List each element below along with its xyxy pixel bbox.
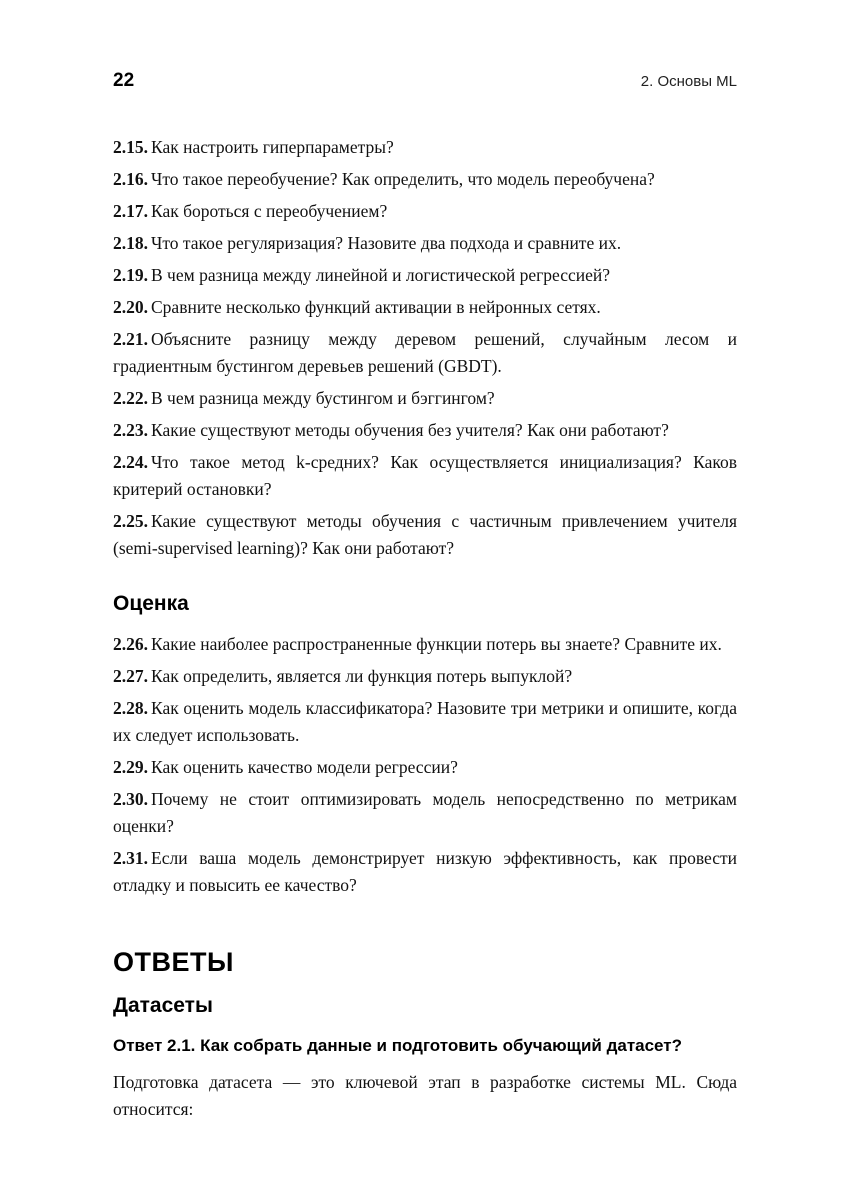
chapter-running-title: 2. Основы ML [640, 73, 737, 90]
question-item [113, 631, 737, 658]
question-item [113, 845, 737, 899]
question-text: Как оценить качество модели регрессии? [151, 757, 458, 777]
question-item [113, 294, 737, 321]
question-text: Какие наиболее распространенные функции потерь вы знаете? Сравните их. [151, 634, 722, 654]
question-number: 2.31. [113, 848, 148, 868]
page-number: 22 [113, 70, 135, 91]
question-item [113, 262, 737, 289]
question-number: 2.27. [113, 666, 148, 686]
answer-intro-paragraph: Подготовка датасета — это ключевой этап в разработке системы ML. Сюда относится: [113, 1072, 737, 1119]
question-text: Что такое регуляризация? Назовите два подхода и сравните их. [151, 233, 622, 253]
question-number: 2.29. [113, 757, 148, 777]
question-number: 2.30. [113, 789, 148, 809]
question-text: Если ваша модель демонстрирует низкую эффективность, как провести отладку и повысить ее качество? [113, 848, 737, 895]
question-text: Что такое метод k-средних? Как осуществляется инициализация? Каков критерий остановки? [113, 452, 737, 499]
question-text: Почему не стоит оптимизировать модель непосредственно по метрикам оценки? [113, 789, 737, 836]
question-item [113, 508, 737, 562]
running-head [113, 70, 737, 92]
question-number: 2.17. [113, 201, 148, 221]
question-number: 2.21. [113, 329, 148, 349]
question-number: 2.24. [113, 452, 148, 472]
question-text: Какие существуют методы обучения без учителя? Как они работают? [151, 420, 669, 440]
question-item [113, 695, 737, 749]
question-text: Что такое переобучение? Как определить, что модель переобучена? [151, 169, 655, 189]
question-item [113, 134, 737, 161]
question-number: 2.28. [113, 698, 148, 718]
section-title-evaluation: Оценка [113, 592, 189, 615]
question-item [113, 230, 737, 257]
subsection-title-datasets: Датасеты [113, 994, 213, 1017]
question-item [113, 663, 737, 690]
question-item [113, 449, 737, 503]
question-item [113, 326, 737, 380]
question-item [113, 385, 737, 412]
question-text: В чем разница между бустингом и бэггингом? [151, 388, 495, 408]
answer-heading-2-1: Ответ 2.1. Как собрать данные и подготовить обучающий датасет? [113, 1036, 683, 1055]
question-text: Как настроить гиперпараметры? [151, 137, 394, 157]
question-number: 2.26. [113, 634, 148, 654]
answers-section-title: ОТВЕТЫ [113, 947, 234, 977]
questions-list-evaluation [113, 631, 737, 899]
question-number: 2.20. [113, 297, 148, 317]
question-item [113, 754, 737, 781]
question-text: Какие существуют методы обучения с частичным привлечением учителя (semi-supervised learning)? Как они работают? [113, 511, 737, 558]
question-item [113, 417, 737, 444]
question-text: Сравните несколько функций активации в нейронных сетях. [151, 297, 601, 317]
question-item [113, 198, 737, 225]
question-number: 2.19. [113, 265, 148, 285]
question-number: 2.16. [113, 169, 148, 189]
question-number: 2.18. [113, 233, 148, 253]
question-number: 2.25. [113, 511, 148, 531]
question-item [113, 166, 737, 193]
question-item [113, 786, 737, 840]
question-text: Как бороться с переобучением? [151, 201, 388, 221]
question-number: 2.15. [113, 137, 148, 157]
question-number: 2.22. [113, 388, 148, 408]
question-text: Как оценить модель классификатора? Назовите три метрики и опишите, когда их следует использовать. [113, 698, 737, 745]
question-number: 2.23. [113, 420, 148, 440]
question-text: Как определить, является ли функция потерь выпуклой? [151, 666, 573, 686]
question-text: Объясните разницу между деревом решений, случайным лесом и градиентным бустингом деревьев решений (GBDT). [113, 329, 737, 376]
questions-list-top [113, 134, 737, 562]
question-text: В чем разница между линейной и логистической регрессией? [151, 265, 611, 285]
